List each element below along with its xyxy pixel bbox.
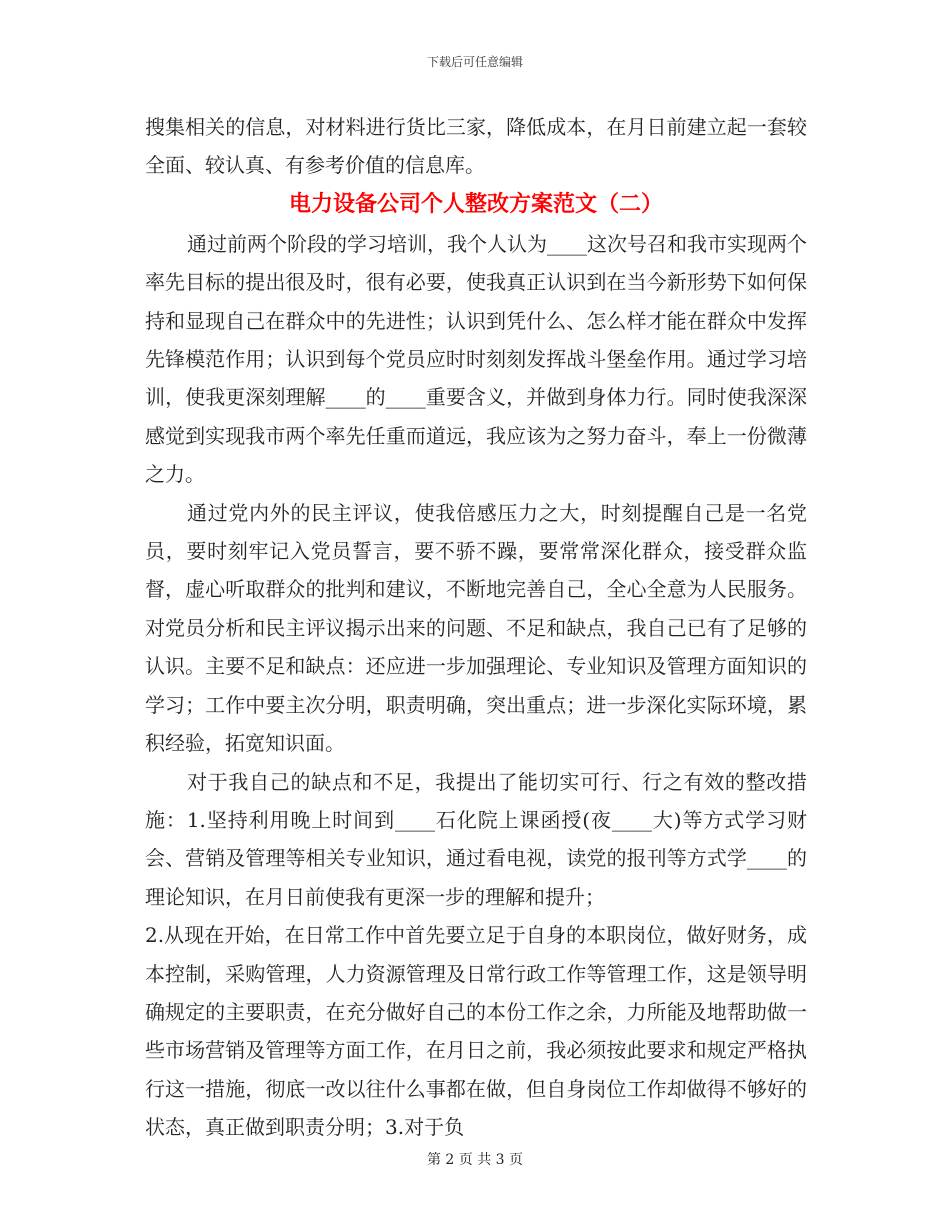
page-footer: 第 2 页 共 3 页 bbox=[426, 1152, 524, 1168]
document-title: 电力设备公司个人整改方案范文（二） bbox=[288, 191, 663, 217]
paragraph-3: 对于我自己的缺点和不足，我提出了能切实可行、行之有效的整改措施：1.坚持利用晚上时间到____石化院上课函授(夜____大)等方式学习财会、营销及管理等相关专业知识，通过看电视，读党的报刊等方式学____的理论知识，在月日前使我有更深一步的理解和提升； bbox=[145, 769, 807, 909]
intro-paragraph: 搜集相关的信息，对材料进行货比三家，降低成本，在月日前建立起一套较全面、较认真、有参考价值的信息库。 bbox=[145, 115, 807, 178]
document-body bbox=[145, 108, 807, 1147]
paragraph-4: 2.从现在开始，在日常工作中首先要立足于自身的本职岗位，做好财务，成本控制，采购管理，人力资源管理及日常行政工作等管理工作，这是领导明确规定的主要职责，在充分做好自己的本份工作之余，力所能及地帮助做一些市场营销及管理等方面工作，在月日之前，我必须按此要求和规定严格执行这一措施，彻底一改以往什么事都在做，但自身岗位工作却做得不够好的状态，真正做到职责分明；3.对于负 bbox=[145, 923, 807, 1140]
paragraph-2: 通过党内外的民主评议，使我倍感压力之大，时刻提醒自己是一名党员，要时刻牢记入党员誓言，要不骄不躁，要常常深化群众，接受群众监督，虚心听取群众的批判和建议，不断地完善自己，全心全意为人民服务。对党员分析和民主评议揭示出来的问题、不足和缺点，我自己已有了足够的认识。主要不足和缺点：还应进一步加强理论、专业知识及管理方面知识的学习；工作中要主次分明，职责明确，突出重点；进一步深化实际环境，累积经验，拓宽知识面。 bbox=[145, 500, 807, 756]
page-header: 下载后可任意编辑 bbox=[426, 55, 523, 69]
paragraph-1: 通过前两个阶段的学习培训，我个人认为____这次号召和我市实现两个率先目标的提出很及时，很有必要，使我真正认识到在当今新形势下如何保持和显现自己在群众中的先进性；认识到凭什么、怎么样才能在群众中发挥先锋模范作用；认识到每个党员应时时刻刻发挥战斗堡垒作用。通过学习培训，使我更深刻理解____的____重要含义，并做到身体力行。同时使我深深感觉到实现我市两个率先任重而道远，我应该为之努力奋斗，奉上一份微薄之力。 bbox=[145, 231, 807, 487]
